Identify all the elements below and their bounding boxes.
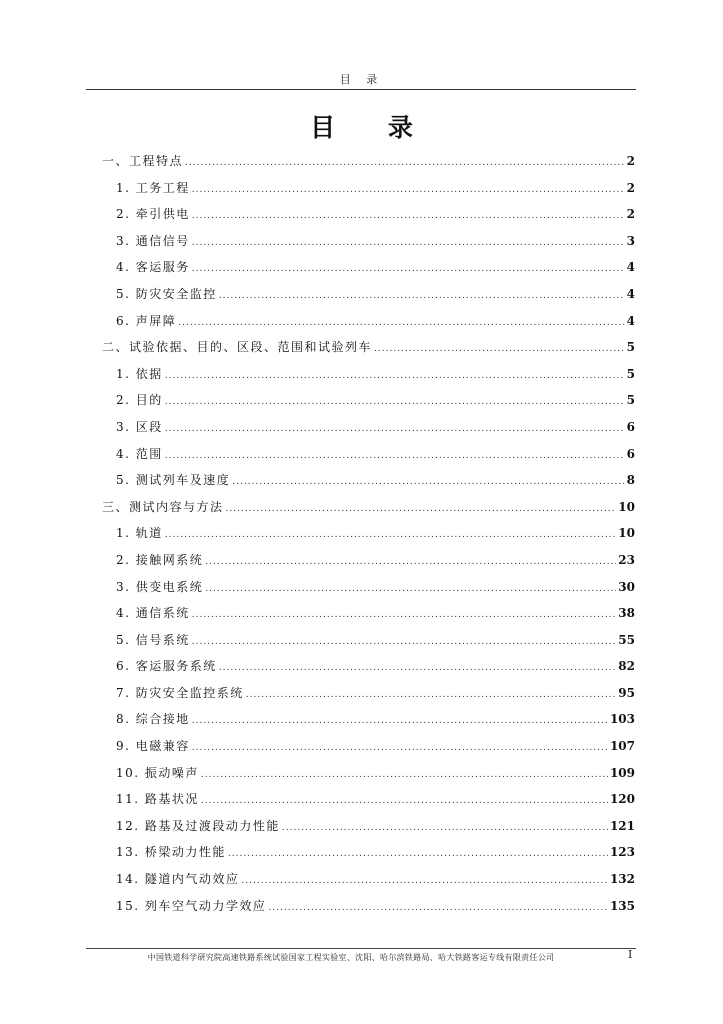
toc-entry[interactable]: [100, 680, 635, 707]
toc-entry[interactable]: [100, 201, 635, 228]
toc-entry-label: 4. 范围: [116, 446, 163, 461]
toc-entry-page: 103: [609, 712, 635, 727]
toc-entry-page: 4: [626, 286, 635, 301]
toc-entry-label: 7. 防灾安全监控系统: [116, 685, 244, 700]
toc-entry-label: 10. 振动噪声: [116, 765, 199, 780]
toc-entry[interactable]: [100, 786, 635, 813]
toc-leader-dots: [201, 762, 608, 789]
toc-entry-page: 4: [626, 313, 635, 328]
toc-leader-dots: [228, 841, 608, 868]
toc-entry-label: 8. 综合接地: [116, 712, 190, 727]
toc-entry-label: 二、试验依据、目的、区段、范围和试验列车: [102, 340, 373, 355]
toc-entry-label: 1. 依据: [116, 366, 163, 381]
toc-entry[interactable]: [100, 414, 635, 441]
footer-organizations: 中国铁道科学研究院高速铁路系统试验国家工程实验室、沈阳、哈尔滨铁路局、哈大铁路客运专线有限责任公司: [147, 953, 555, 962]
toc-leader-dots: [192, 602, 617, 629]
toc-entry-label: 13. 桥梁动力性能: [116, 845, 226, 860]
toc-entry-label: 一、工程特点: [102, 154, 184, 168]
toc-entry[interactable]: [100, 281, 635, 308]
toc-entry-page: 123: [609, 845, 635, 860]
toc-leader-dots: [165, 522, 617, 549]
toc-entry[interactable]: [100, 494, 635, 521]
toc-entry[interactable]: [100, 733, 635, 760]
running-header: 目 录: [339, 73, 384, 86]
toc-entry[interactable]: [100, 228, 635, 255]
toc-entry-label: 3. 供变电系统: [116, 579, 204, 594]
toc-entry-label: 2. 接触网系统: [116, 552, 204, 567]
toc-entry-page: 120: [609, 792, 635, 807]
toc-leader-dots: [192, 230, 625, 257]
toc-leader-dots: [192, 629, 617, 656]
toc-entry-label: 15. 列车空气动力学效应: [116, 898, 267, 913]
toc-entry-page: 3: [626, 233, 635, 248]
toc-leader-dots: [226, 496, 617, 523]
toc-entry-label: 12. 路基及过渡段动力性能: [116, 818, 280, 833]
toc-entry-label: 三、测试内容与方法: [102, 499, 224, 514]
toc-entry[interactable]: [100, 175, 635, 202]
toc-entry-page: 10: [618, 526, 635, 541]
footer-divider: [86, 948, 636, 949]
toc-entry[interactable]: [100, 706, 635, 733]
toc-entry[interactable]: [100, 839, 635, 866]
toc-leader-dots: [205, 576, 616, 603]
toc-entry-page: 55: [618, 632, 635, 647]
toc-entry[interactable]: [100, 813, 635, 840]
toc-leader-dots: [246, 682, 617, 709]
toc-leader-dots: [192, 708, 608, 735]
page-title: 目 录: [310, 113, 435, 142]
toc-entry[interactable]: [100, 600, 635, 627]
toc-entry-page: 6: [626, 446, 635, 461]
toc-entry[interactable]: [100, 148, 635, 175]
toc-entry-page: 38: [618, 606, 635, 621]
toc-entry-page: 5: [626, 393, 635, 408]
toc-leader-dots: [219, 655, 617, 682]
toc-entry[interactable]: [100, 893, 635, 920]
toc-entry[interactable]: [100, 361, 635, 388]
toc-entry-page: 4: [626, 260, 635, 275]
header-divider: [86, 89, 636, 90]
toc-entry-label: 3. 区段: [116, 419, 163, 434]
toc-entry[interactable]: [100, 387, 635, 414]
toc-entry[interactable]: [100, 653, 635, 680]
toc-leader-dots: [232, 469, 624, 496]
toc-entry[interactable]: [100, 866, 635, 893]
footer-page-number: I: [628, 948, 633, 961]
toc-entry-label: 5. 信号系统: [116, 632, 190, 647]
toc-leader-dots: [192, 735, 608, 762]
toc-entry-page: 2: [626, 207, 635, 222]
toc-entry[interactable]: [100, 254, 635, 281]
toc-leader-dots: [185, 150, 625, 177]
toc-entry-label: 11. 路基状况: [116, 792, 199, 807]
toc-leader-dots: [165, 416, 625, 443]
toc-entry-label: 2. 牵引供电: [116, 207, 190, 222]
toc-entry-page: 10: [618, 499, 635, 514]
toc-entry-label: 4. 客运服务: [116, 260, 190, 275]
toc-entry-page: 2: [626, 180, 635, 195]
toc-entry-label: 5. 测试列车及速度: [116, 473, 231, 488]
toc-entry-label: 5. 防灾安全监控: [116, 286, 217, 301]
toc-leader-dots: [201, 788, 608, 815]
table-of-contents: [100, 148, 635, 919]
toc-entry-page: 109: [609, 765, 635, 780]
toc-entry[interactable]: [100, 334, 635, 361]
toc-leader-dots: [165, 363, 625, 390]
toc-entry[interactable]: [100, 627, 635, 654]
toc-entry-page: 23: [618, 552, 635, 567]
toc-entry[interactable]: [100, 547, 635, 574]
toc-leader-dots: [192, 256, 625, 283]
toc-leader-dots: [205, 549, 616, 576]
toc-entry-label: 3. 通信信号: [116, 233, 190, 248]
toc-leader-dots: [268, 895, 608, 922]
toc-entry-label: 4. 通信系统: [116, 606, 190, 621]
toc-leader-dots: [192, 177, 625, 204]
toc-entry-label: 9. 电磁兼容: [116, 739, 190, 754]
toc-entry-page: 121: [609, 818, 635, 833]
toc-entry[interactable]: [100, 520, 635, 547]
toc-leader-dots: [219, 283, 625, 310]
toc-entry-page: 135: [609, 898, 635, 913]
toc-entry-label: 1. 工务工程: [116, 180, 190, 195]
toc-entry-page: 6: [626, 419, 635, 434]
toc-leader-dots: [241, 868, 608, 895]
toc-entry-page: 8: [626, 473, 635, 488]
toc-entry-page: 5: [626, 366, 635, 381]
toc-entry[interactable]: [100, 441, 635, 468]
toc-leader-dots: [165, 443, 625, 470]
toc-entry-page: 95: [618, 685, 635, 700]
toc-leader-dots: [282, 815, 608, 842]
toc-leader-dots: [178, 310, 624, 337]
toc-entry[interactable]: [100, 574, 635, 601]
toc-entry[interactable]: [100, 308, 635, 335]
toc-leader-dots: [165, 389, 625, 416]
toc-entry-label: 2. 目的: [116, 393, 163, 408]
toc-entry[interactable]: [100, 760, 635, 787]
toc-leader-dots: [374, 336, 625, 363]
toc-leader-dots: [192, 203, 625, 230]
toc-entry-label: 6. 客运服务系统: [116, 659, 217, 674]
toc-entry-label: 14. 隧道内气动效应: [116, 872, 240, 887]
toc-entry-label: 1. 轨道: [116, 526, 163, 541]
toc-entry-page: 107: [609, 739, 635, 754]
toc-entry[interactable]: [100, 467, 635, 494]
toc-entry-page: 82: [618, 659, 635, 674]
toc-entry-page: 5: [626, 340, 635, 355]
toc-entry-page: 132: [609, 872, 635, 887]
toc-entry-label: 6. 声屏障: [116, 313, 177, 328]
toc-entry-page: 30: [618, 579, 635, 594]
toc-entry-page: 2: [626, 154, 635, 168]
